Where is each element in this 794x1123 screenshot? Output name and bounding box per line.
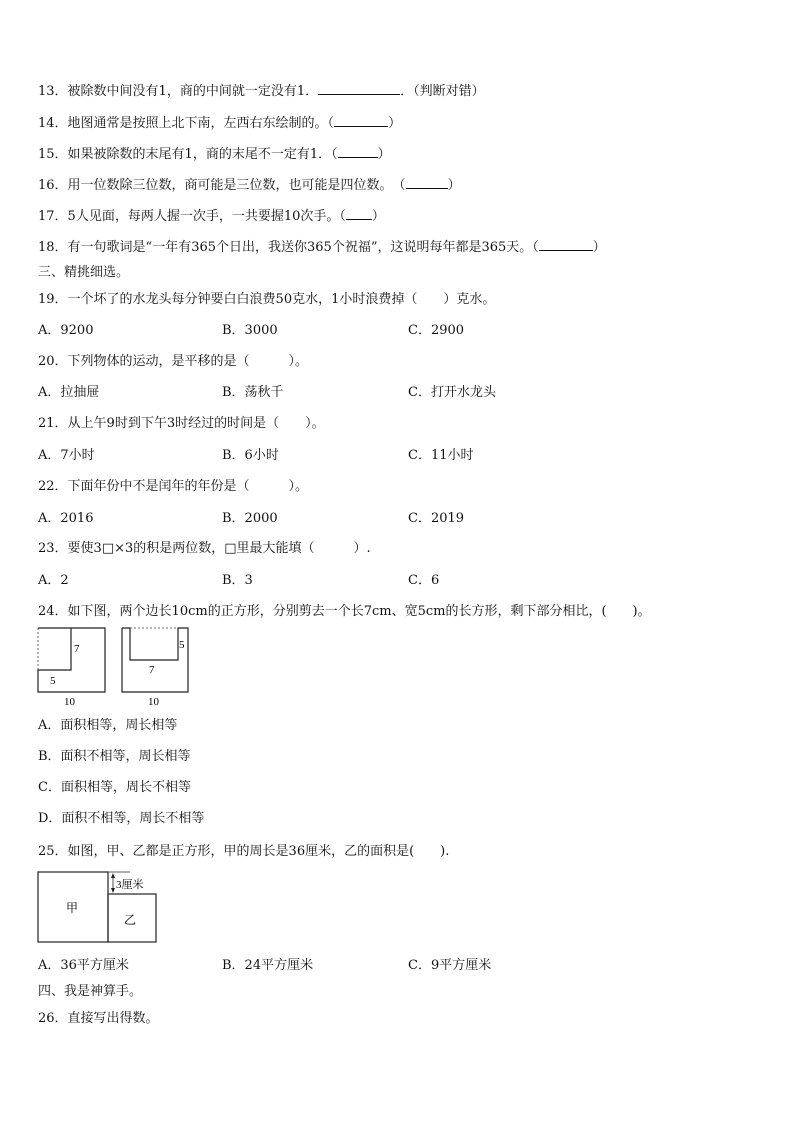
option-c[interactable]: C．2019 bbox=[408, 511, 465, 526]
answer-blank[interactable] bbox=[338, 145, 378, 158]
option-c[interactable]: C．2900 bbox=[408, 323, 465, 338]
question-22: 22．下面年份中不是闰年的年份是（ ）。 bbox=[38, 479, 309, 494]
label-right-side: 10 bbox=[148, 696, 159, 708]
option-a[interactable]: A．9200 bbox=[38, 323, 94, 338]
question-21: 21．从上午9时到下午3时经过的时间是（ ）。 bbox=[38, 416, 325, 431]
option-a[interactable]: A．面积相等，周长相等 bbox=[38, 718, 178, 733]
option-c[interactable]: C．面积相等，周长不相等 bbox=[38, 780, 191, 795]
section-heading-3: 三、精挑细选。 bbox=[38, 265, 130, 280]
arrow-up-icon bbox=[111, 873, 115, 878]
cut-outline-left bbox=[38, 628, 71, 670]
question-25: 25．如图，甲、乙都是正方形，甲的周长是36厘米，乙的面积是( ). bbox=[38, 844, 450, 859]
option-b[interactable]: B．面积不相等，周长相等 bbox=[38, 749, 191, 764]
option-b[interactable]: B．2000 bbox=[222, 511, 278, 526]
question-20: 20．下列物体的运动，是平移的是（ ）。 bbox=[38, 354, 309, 369]
answer-blank[interactable] bbox=[318, 82, 400, 95]
option-b[interactable]: B．3 bbox=[222, 573, 253, 588]
option-b[interactable]: B．6小时 bbox=[222, 448, 279, 463]
option-a[interactable]: A．2016 bbox=[38, 511, 94, 526]
option-a[interactable]: A．36平方厘米 bbox=[38, 958, 129, 973]
squares-figure bbox=[34, 868, 164, 946]
label-3cm: 3厘米 bbox=[116, 879, 144, 891]
answer-blank[interactable] bbox=[334, 114, 388, 127]
answer-blank[interactable] bbox=[346, 207, 372, 220]
option-b[interactable]: B．3000 bbox=[222, 323, 278, 338]
option-a[interactable]: A．2 bbox=[38, 573, 69, 588]
option-c[interactable]: C．6 bbox=[408, 573, 440, 588]
answer-blank[interactable] bbox=[406, 176, 448, 189]
option-b[interactable]: B．24平方厘米 bbox=[222, 958, 314, 973]
question-18: 18．有一句歌词是“一年有365个日出，我送你365个祝福”，这说明每年都是365天。（ ） bbox=[38, 240, 606, 255]
question-14: 14．地图通常是按照上北下南，左西右东绘制的。（ ） bbox=[38, 116, 402, 131]
option-c[interactable]: C．打开水龙头 bbox=[408, 385, 496, 400]
question-24: 24．如下图，两个边长10cm的正方形，分别剪去一个长7cm、宽5cm的长方形，剩下部分相比，( )。 bbox=[38, 604, 651, 619]
label-jia: 甲 bbox=[66, 901, 79, 915]
remaining-shape-right bbox=[122, 628, 188, 692]
label-left-height: 7 bbox=[74, 643, 80, 655]
section-heading-4: 四、我是神算手。 bbox=[38, 984, 143, 999]
question-16: 16．用一位数除三位数，商可能是三位数，也可能是四位数。 （ ） bbox=[38, 178, 461, 193]
label-right-width: 7 bbox=[149, 664, 155, 676]
label-left-side: 10 bbox=[64, 696, 75, 708]
question-15: 15．如果被除数的末尾有1，商的末尾不一定有1．（ ） bbox=[38, 147, 391, 162]
label-yi: 乙 bbox=[124, 913, 137, 927]
remaining-shape-left bbox=[38, 628, 105, 692]
question-23: 23．要使3□×3的积是两位数，□里最大能填（ ）. bbox=[38, 541, 371, 556]
question-17: 17．5人见面，每两人握一次手，一共要握10次手。（ ） bbox=[38, 209, 385, 224]
question-26: 26．直接写出得数。 bbox=[38, 1011, 159, 1026]
square-cut-figure bbox=[30, 622, 210, 708]
label-right-height: 5 bbox=[179, 639, 185, 651]
option-d[interactable]: D．面积不相等，周长不相等 bbox=[38, 811, 205, 826]
question-13: 13．被除数中间没有1，商的中间就一定没有1． ．（判断对错） bbox=[38, 84, 485, 99]
question-19: 19．一个坏了的水龙头每分钟要白白浪费50克水，1小时浪费掉（ ）克水。 bbox=[38, 292, 496, 307]
option-a[interactable]: A．拉抽屉 bbox=[38, 385, 100, 400]
option-a[interactable]: A．7小时 bbox=[38, 448, 95, 463]
arrow-down-icon bbox=[111, 888, 115, 893]
option-b[interactable]: B．荡秋千 bbox=[222, 385, 284, 400]
label-left-width: 5 bbox=[50, 675, 56, 687]
option-c[interactable]: C．9平方厘米 bbox=[408, 958, 492, 973]
answer-blank[interactable] bbox=[539, 238, 593, 251]
option-c[interactable]: C．11小时 bbox=[408, 448, 474, 463]
